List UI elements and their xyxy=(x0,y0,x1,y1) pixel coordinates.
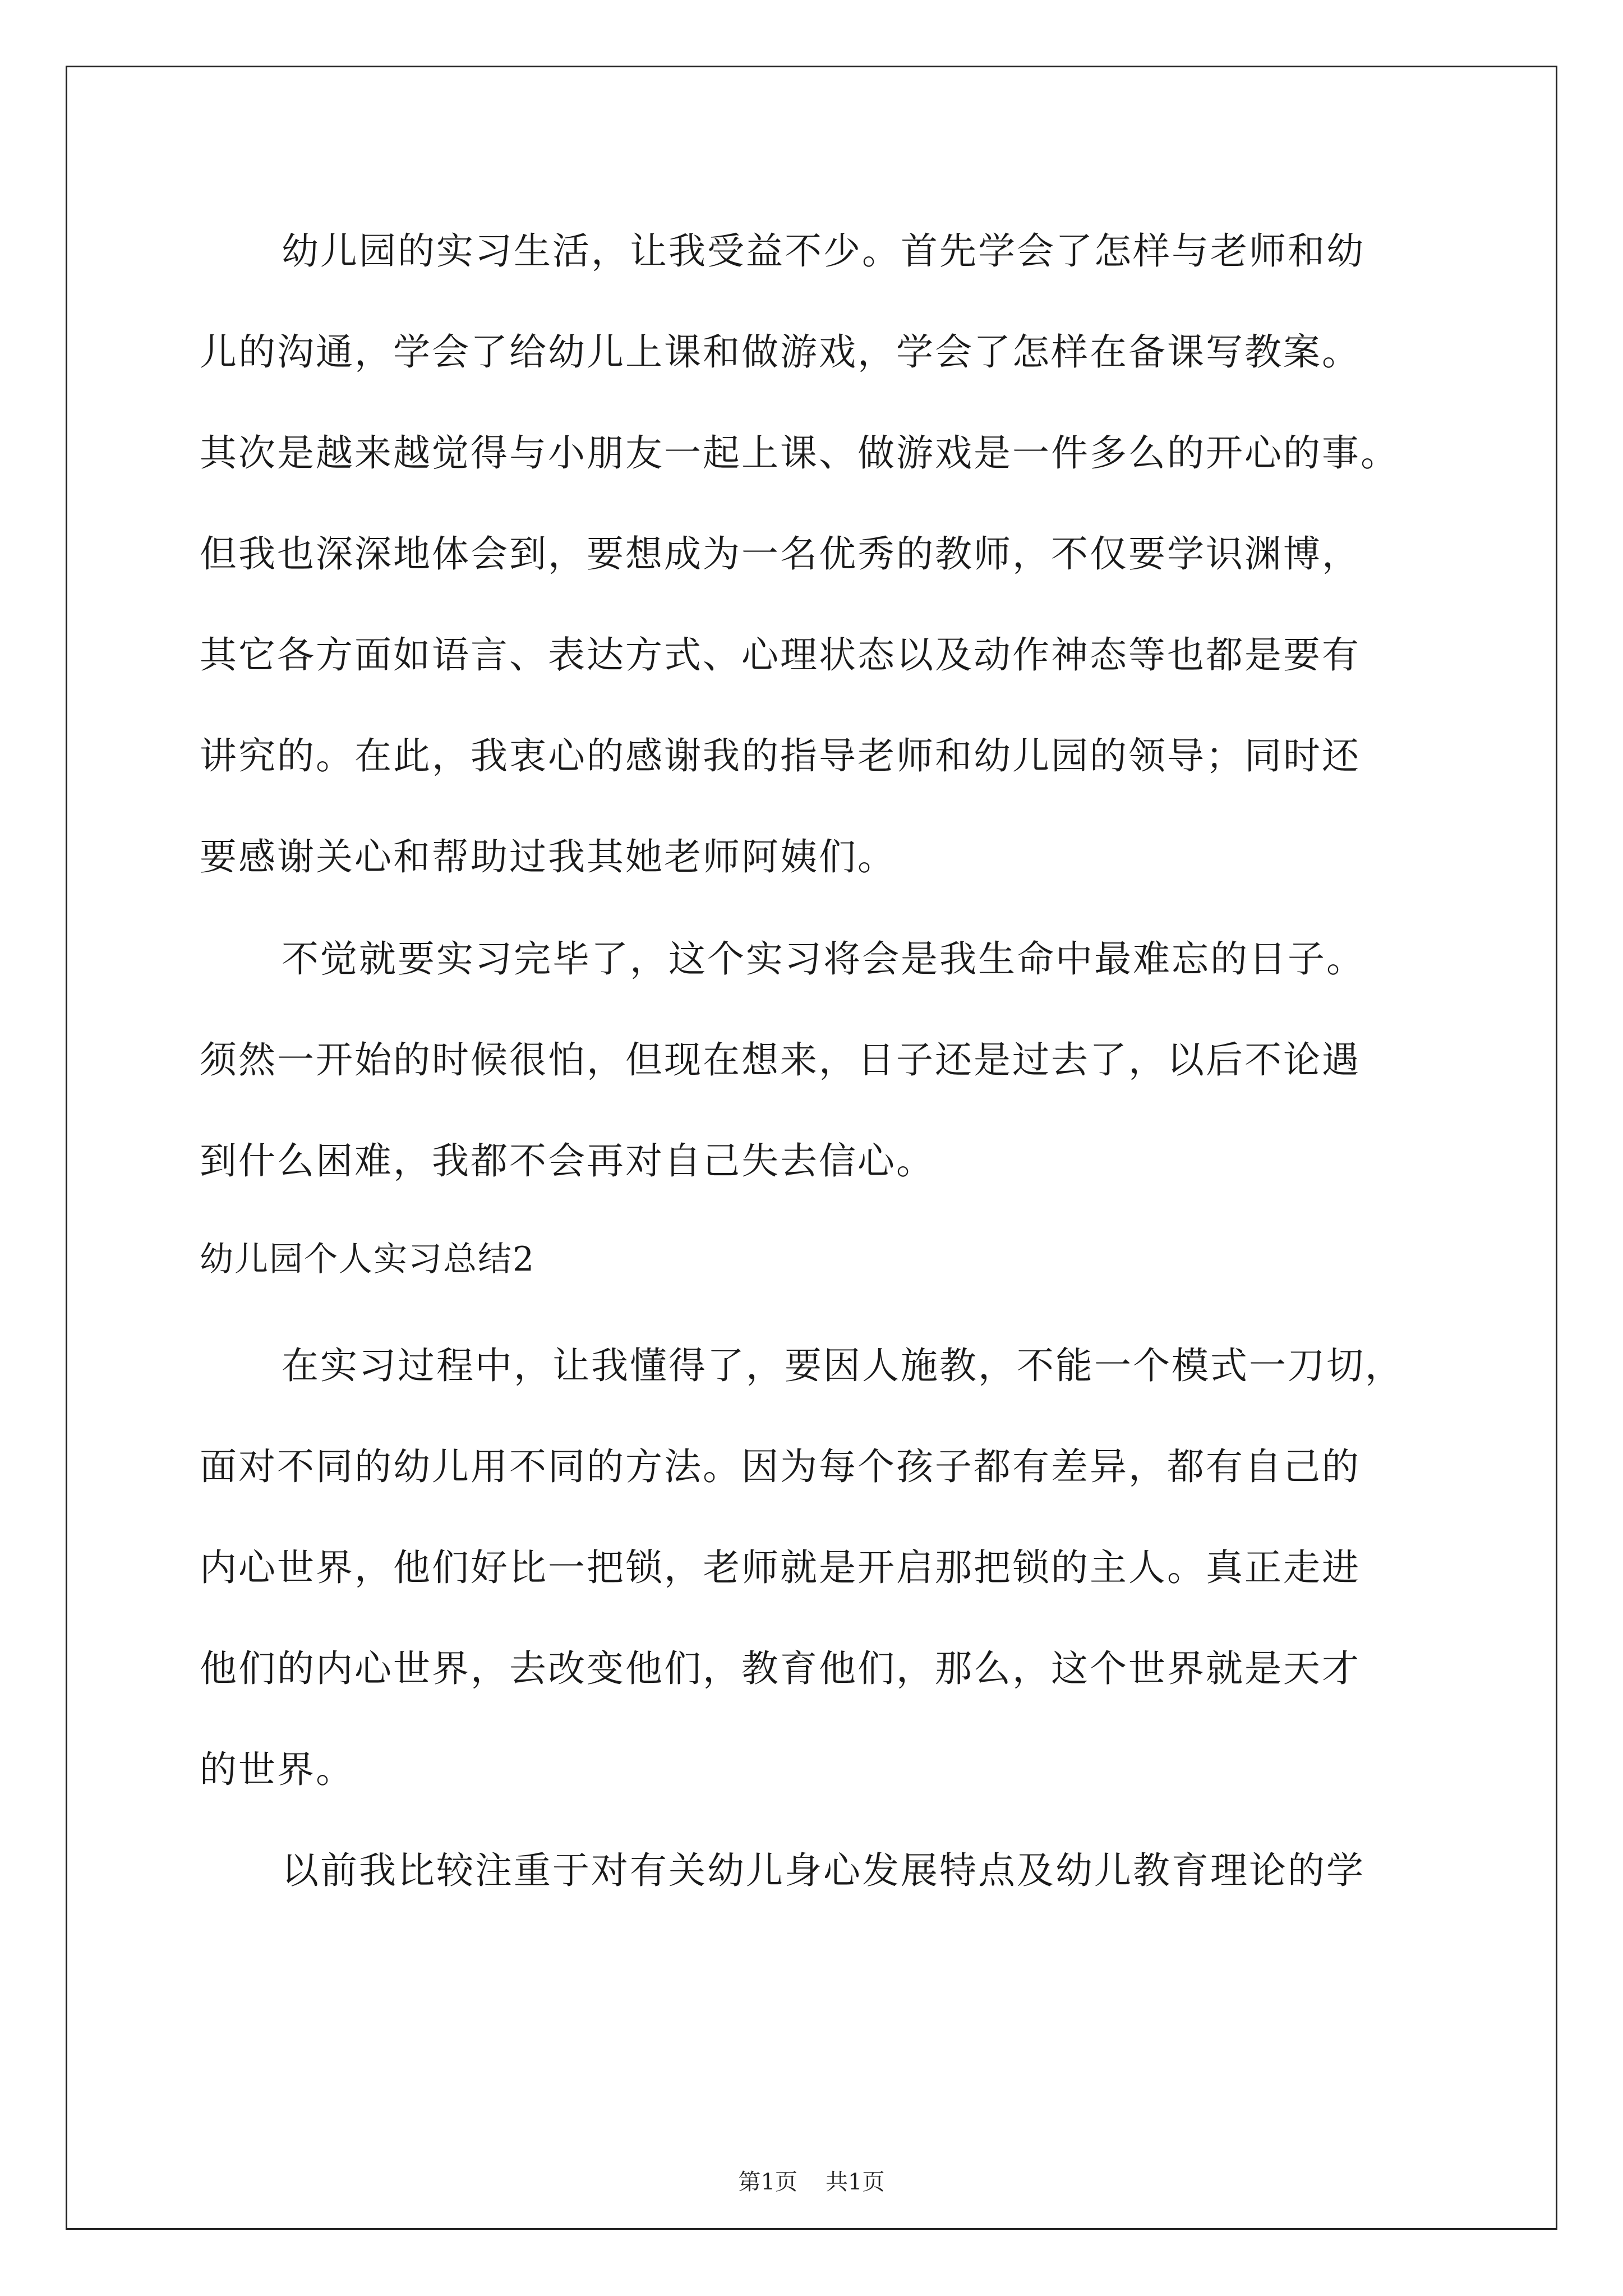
paragraph-line: 儿的沟通，学会了给幼儿上课和做游戏，学会了怎样在备课写教案。 xyxy=(200,330,1361,374)
paragraph-line: 不觉就要实习完毕了，这个实习将会是我生命中最难忘的日子。 xyxy=(282,937,1365,981)
paragraph-line: 面对不同的幼儿用不同的方法。因为每个孩子都有差异，都有自己的 xyxy=(200,1445,1361,1488)
page-total: 共1页 xyxy=(826,2169,885,2195)
paragraph-line: 其次是越来越觉得与小朋友一起上课、做游戏是一件多么的开心的事。 xyxy=(200,431,1399,475)
paragraph-line: 讲究的。在此，我衷心的感谢我的指导老师和幼儿园的领导；同时还 xyxy=(200,734,1361,777)
paragraph-line: 在实习过程中，让我懂得了，要因人施教，不能一个模式一刀切， xyxy=(282,1344,1404,1387)
paragraph-line: 幼儿园的实习生活，让我受益不少。首先学会了怎样与老师和幼 xyxy=(282,229,1365,273)
paragraph-line: 到什么困难，我都不会再对自己失去信心。 xyxy=(200,1139,935,1182)
page-footer xyxy=(0,2168,1623,2196)
paragraph-line: 但我也深深地体会到，要想成为一名优秀的教师，不仅要学识渊博， xyxy=(200,532,1361,576)
paragraph-line: 其它各方面如语言、表达方式、心理状态以及动作神态等也都是要有 xyxy=(200,633,1361,677)
section-heading: 幼儿园个人实习总结2 xyxy=(200,1240,536,1279)
paragraph-line: 以前我比较注重于对有关幼儿身心发展特点及幼儿教育理论的学 xyxy=(282,1849,1365,1892)
paragraph-line: 内心世界，他们好比一把锁，老师就是开启那把锁的主人。真正走进 xyxy=(200,1546,1361,1589)
paragraph-line: 的世界。 xyxy=(200,1748,354,1791)
paragraph-line: 他们的内心世界，去改变他们，教育他们，那么，这个世界就是天才 xyxy=(200,1647,1361,1690)
page-number: 第1页 xyxy=(738,2169,797,2195)
paragraph-line: 要感谢关心和帮助过我其她老师阿姨们。 xyxy=(200,835,896,878)
paragraph-line: 须然一开始的时候很怕，但现在想来，日子还是过去了，以后不论遇 xyxy=(200,1038,1361,1082)
